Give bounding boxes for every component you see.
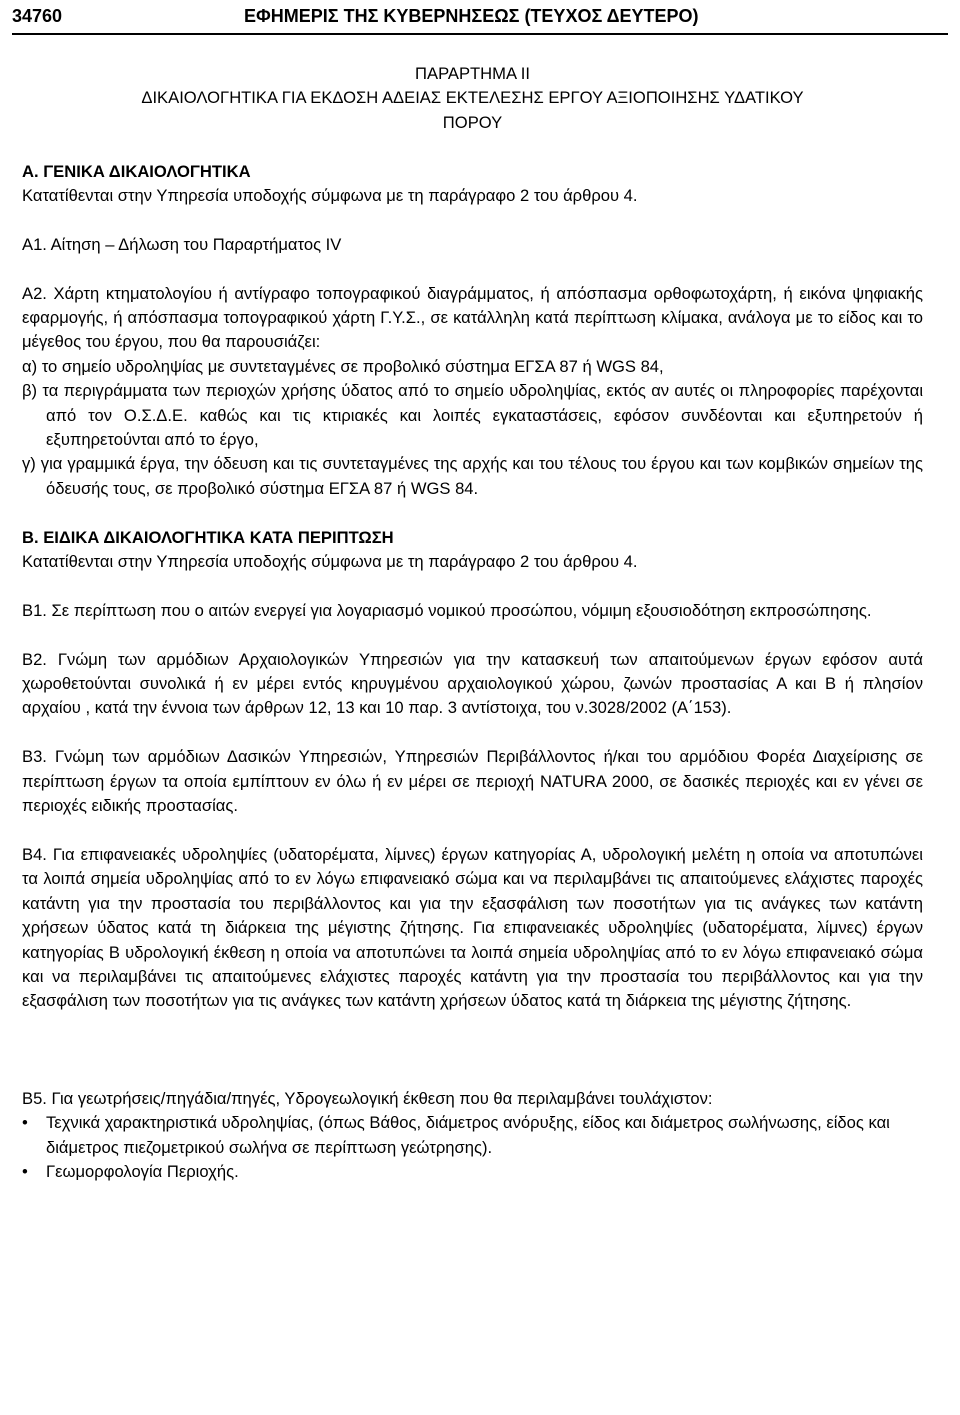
item-b1: Β1. Σε περίπτωση που ο αιτών ενεργεί για λογαριασμό νομικού προσώπου, νόμιμη εξουσιοδότηση εκπροσώπησης. [22, 600, 872, 620]
annex-title [22, 62, 923, 135]
header-rule [12, 33, 948, 35]
spacer [22, 257, 923, 281]
spacer [22, 1063, 923, 1087]
spacer [22, 623, 923, 647]
section-a-intro: Κατατίθενται στην Υπηρεσία υποδοχής σύμφωνα με τη παράγραφο 2 του άρθρου 4. [22, 186, 638, 206]
spacer [22, 501, 923, 525]
item-a2-gamma: γ) για γραμμικά έργα, την όδευση και τις συντεταγμένες της αρχής και του τέλους του έργου και των κομβικών σημείων της όδευσής τους, σε προβολικό σύστημα ΕΓΣΑ 87 ή WGS 84. [22, 454, 923, 498]
page-number: 34760 [12, 6, 63, 26]
list-item-text: Τεχνικά χαρακτηριστικά υδροληψίας, (όπως Βάθος, διάμετρος ανόρυξης, είδος και διάμετρος σωλήνωσης, είδος και διάμετρος πιεζομετρικού σωλήνα σε περίπτωση γεώτρησης). [46, 1113, 890, 1157]
item-b2: Β2. Γνώμη των αρμόδιων Αρχαιολογικών Υπηρεσιών για την κατασκευή των απαιτούμενων έργων εφόσον αυτά χωροθετούνται συνολικά ή εν μέρει εντός κηρυγμένου αρχαιολογικού χώρου, ζωνών προστασίας Α και Β ή πλησίον αρχαίου , κατά την έννοια των άρθρων 12, 13 και 10 παρ. 3 αντίστοιχα, του ν.3028/2002 (Α΄153). [22, 649, 923, 718]
spacer [22, 721, 923, 745]
annex-title-line-1: ΔΙΚΑΙΟΛΟΓΗΤΙΚΑ ΓΙΑ ΕΚΔΟΣΗ ΑΔΕΙΑΣ ΕΚΤΕΛΕΣΗΣ ΕΡΓΟΥ ΑΞΙΟΠΟΙΗΣΗΣ ΥΔΑΤΙΚΟΥ [141, 88, 804, 108]
spacer [22, 1014, 923, 1038]
section-a-heading: Α. ΓΕΝΙΚΑ ΔΙΚΑΙΟΛΟΓΗΤΙΚΑ [22, 161, 251, 181]
list-item-text: Γεωμορφολογία Περιοχής. [46, 1162, 239, 1182]
journal-title: ΕΦΗΜΕΡΙΣ ΤΗΣ ΚΥΒΕΡΝΗΣΕΩΣ (ΤΕΥΧΟΣ ΔΕΥΤΕΡΟ) [244, 6, 699, 26]
item-b3: Β3. Γνώμη των αρμόδιων Δασικών Υπηρεσιών, Υπηρεσιών Περιβάλλοντος ή/και του αρμόδιου Φορέα Διαχείρισης σε περίπτωση έργων τα οποία εμπίπτουν εν όλω ή εν μέρει σε περιοχή NATURA 2000, σε δασικές περιοχές και εν γένει σε περιοχές ειδικής προστασίας. [22, 747, 923, 816]
spacer [22, 1038, 923, 1062]
spacer [22, 208, 923, 232]
item-a1: Α1. Αίτηση – Δήλωση του Παραρτήματος IV [22, 234, 342, 254]
annex-title-line-2: ΠΟΡΟΥ [442, 112, 503, 132]
running-header [12, 4, 948, 28]
list-item [22, 1160, 923, 1184]
bullet-icon: • [22, 1113, 28, 1133]
document-body [22, 62, 923, 1185]
item-b4: Β4. Για επιφανειακές υδροληψίες (υδατορέματα, λίμνες) έργων κατηγορίας Α, υδρολογική μελέτη η οποία να αποτυπώνει τα λοιπά σημεία υδροληψίας από το εν λόγω επιφανειακό σώμα και να περιλαμβάνει τις απαιτούμενες ελάχιστες παροχές κατάντη για την προστασία του περιβάλλοντος και για την εξασφάλιση των ποσοτήτων για τις ανάγκες των κατάντη χρήσεων ύδατος κατά τη διάρκεια της μέγιστης ζήτησης. Για επιφανειακές υδροληψίες (υδατορέματα, λίμνες) έργων κατηγορίας Β υδρολογική έκθεση η οποία να αποτυπώνει τα λοιπά σημεία υδροληψίας από το εν λόγω επιφανειακό σώμα και να περιλαμβάνει τις απαιτούμενες ελάχιστες παροχές κατάντη για την προστασία του περιβάλλοντος και για την εξασφάλιση των ποσοτήτων για τις ανάγκες των κατάντη χρήσεων ύδατος κατά τη διάρκεια της μέγιστης ζήτησης. [22, 844, 923, 1011]
section-b-intro: Κατατίθενται στην Υπηρεσία υποδοχής σύμφωνα με τη παράγραφο 2 του άρθρου 4. [22, 552, 638, 572]
item-b5: Β5. Για γεωτρήσεις/πηγάδια/πηγές, Υδρογεωλογική έκθεση που θα περιλαμβάνει τουλάχιστον: [22, 1088, 713, 1108]
spacer [22, 574, 923, 598]
bullet-icon: • [22, 1162, 28, 1182]
annex-label: ΠΑΡΑΡΤΗΜΑ ΙΙ [415, 64, 530, 83]
list-item [22, 1111, 923, 1160]
item-a2: Α2. Χάρτη κτηματολογίου ή αντίγραφο τοπογραφικού διαγράμματος, ή απόσπασμα ορθοφωτοχάρτη, ή εικόνα ψηφιακής εφαρμογής, ή απόσπασμα τοπογραφικού χάρτη Γ.Υ.Σ., σε κατάλληλη κατά περίπτωση κλίμακα, ανάλογα με το είδος και το μέγεθος του έργου, που θα παρουσιάζει: [22, 283, 923, 352]
item-a2-beta: β) τα περιγράμματα των περιοχών χρήσης ύδατος από το σημείο υδροληψίας, εκτός αν αυτές οι πληροφορίες παρέχονται από τον Ο.Σ.Δ.Ε. καθώς και τις κτιριακές και λοιπές εγκαταστάσεις, εφόσον συνδέονται και εξυπηρετούν ή εξυπηρετούνται από το έργο, [22, 381, 923, 450]
item-a2-alpha: α) το σημείο υδροληψίας με συντεταγμένες σε προβολικό σύστημα ΕΓΣΑ 87 ή WGS 84, [22, 356, 664, 376]
spacer [22, 818, 923, 842]
spacer [22, 135, 923, 159]
section-b-heading: Β. ΕΙΔΙΚΑ ΔΙΚΑΙΟΛΟΓΗΤΙΚΑ ΚΑΤΑ ΠΕΡΙΠΤΩΣΗ [22, 527, 394, 547]
b5-bullet-list [22, 1111, 923, 1184]
